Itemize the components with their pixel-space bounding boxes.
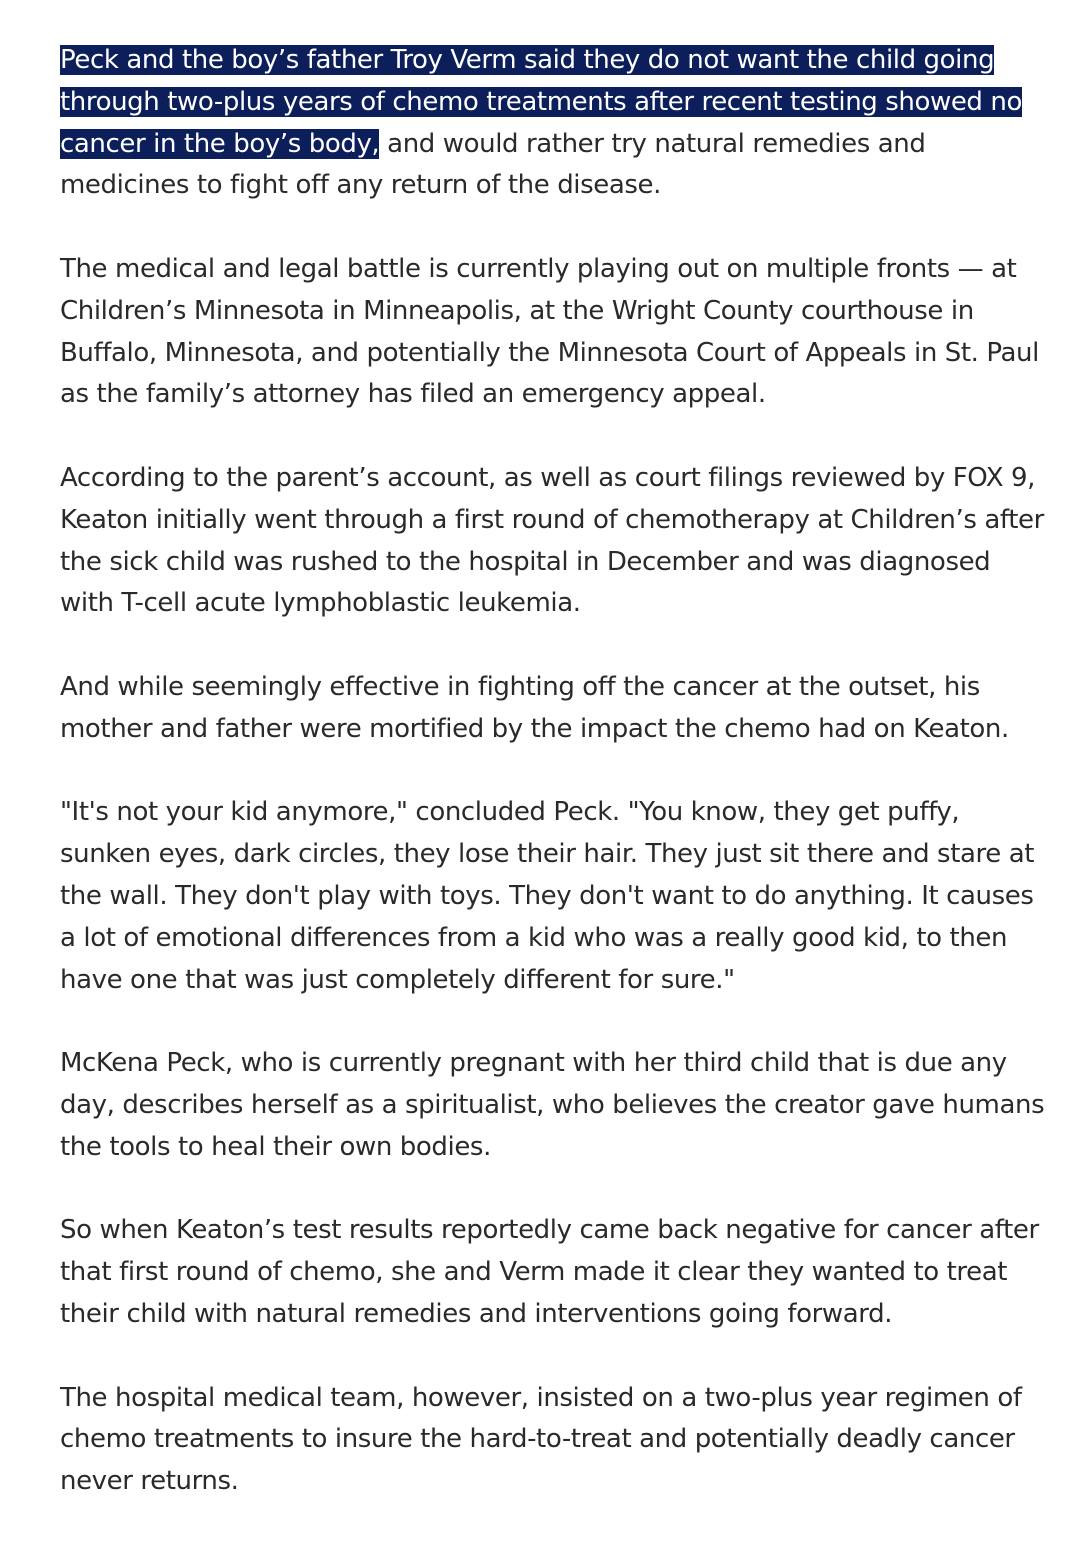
paragraph-6: McKena Peck, who is currently pregnant with her third child that is due any day, describes herself as a spiritualist, who believes the creator gave humans the tools to heal their own bodies. <box>60 1048 1045 1162</box>
paragraph-8: The hospital medical team, however, insisted on a two-plus year regimen of chemo treatments to insure the hard-to-treat and potentially deadly cancer never returns. <box>60 1382 1022 1497</box>
paragraph-1 <box>60 40 1050 207</box>
paragraph-1-rest: and would rather try natural remedies and medicines to fight off any return of the disease. <box>60 128 926 201</box>
selected-text-highlight[interactable]: Peck and the boy’s father Troy Verm said they do not want the child going through two-plus years of chemo treatments after recent testing showed no cancer in the boy’s body, <box>60 45 1022 159</box>
paragraph-7: So when Keaton’s test results reportedly came back negative for cancer after that first round of chemo, she and Verm made it clear they wanted to treat their child with natural remedies and interventions going forward. <box>60 1215 1039 1329</box>
paragraph-3: According to the parent’s account, as well as court filings reviewed by FOX 9, Keaton initially went through a first round of chemotherapy at Children’s after the sick child was rushed to the hospital in December and was diagnosed with T-cell acute lymphoblastic leukemia. <box>60 462 1044 619</box>
paragraph-4: And while seemingly effective in fighting off the cancer at the outset, his mother and father were mortified by the impact the chemo had on Keaton. <box>60 671 1009 744</box>
paragraph-5-quote: "It's not your kid anymore," concluded Peck. "You know, they get puffy, sunken eyes, dark circles, they lose their hair. They just sit there and stare at the wall. They don't play with toys. They don't want to do anything. It causes a lot of emotional differences from a kid who was a really good kid, to then have one that was just completely different for sure." <box>60 797 1035 995</box>
paragraph-2: The medical and legal battle is currently playing out on multiple fronts — at Children’s Minnesota in Minneapolis, at the Wright County courthouse in Buffalo, Minnesota, and potentially the Minnesota Court of Appeals in St. Paul as the family’s attorney has filed an emergency appeal. <box>60 253 1039 410</box>
article-body <box>60 40 1050 1545</box>
